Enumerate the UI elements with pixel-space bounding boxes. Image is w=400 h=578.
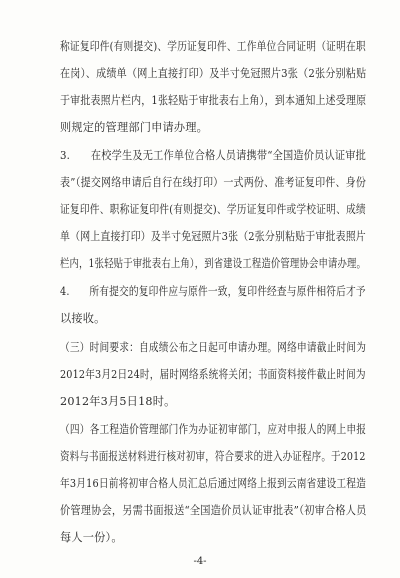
text-line: 2012年3月5日18时。 <box>60 395 176 408</box>
text-line: 称证复印件(有则提交)、学历证复印件、工作单位合同证明（证明在职 <box>60 40 366 53</box>
text-line: 单（网上直接打印）及半寸免冠照片3张（2张分别粘贴于审批表照片 <box>60 230 366 243</box>
text-line: 2012年3月2日24时，届时网络系统将关闭；书面资料接件截止时间为 <box>60 368 366 381</box>
text-line: 栏内，1张轻贴于审批表右上角），到省建设工程造价管理协会申请办理。 <box>60 257 367 270</box>
text-line: 在岗）、成绩单（网上直接打印）及半寸免冠照片3张（2张分别粘贴 <box>60 67 367 80</box>
text-line: 于审批表照片栏内，1张轻贴于审批表右上角），到本通知上述受理原 <box>60 94 367 107</box>
text-line: 年3月16日前将初审合格人员汇总后通过网络上报到云南省建设工程造 <box>60 477 367 490</box>
text-line: 资料与书面报送材料进行核对初审，符合要求的进入办证程序。于2012 <box>60 450 366 463</box>
text-line: 以接收。 <box>60 312 106 325</box>
text-line: 表”（提交网络申请后自行在线打印）一式两份、准考证复印件、身份 <box>60 176 367 189</box>
text-line: 每人一份）。 <box>60 531 123 544</box>
text-line: （三）时间要求：自成绩公布之日起可申请办理。网络申请截止时间为 <box>60 341 367 354</box>
text-line: （四）各工程造价管理部门作为办证初审部门，应对申报人的网上申报 <box>60 423 367 436</box>
text-line: 3. 在校学生及无工作单位合格人员请携带“全国造价员认证审批 <box>60 149 366 162</box>
page-number: -4- <box>193 556 207 567</box>
text-line: 4. 所有提交的复印件应与原件一致，复印件经查与原件相符后才予 <box>60 285 366 298</box>
text-line: 证复印件、职称证复印件(有则提交)、学历证复印件或学校证明、成绩 <box>60 203 366 216</box>
text-line: 则规定的管理部门申请办理。 <box>60 121 209 134</box>
text-line: 价管理协会，另需书面报送“全国造价员认证审批表”（初审合格人员 <box>60 504 367 517</box>
